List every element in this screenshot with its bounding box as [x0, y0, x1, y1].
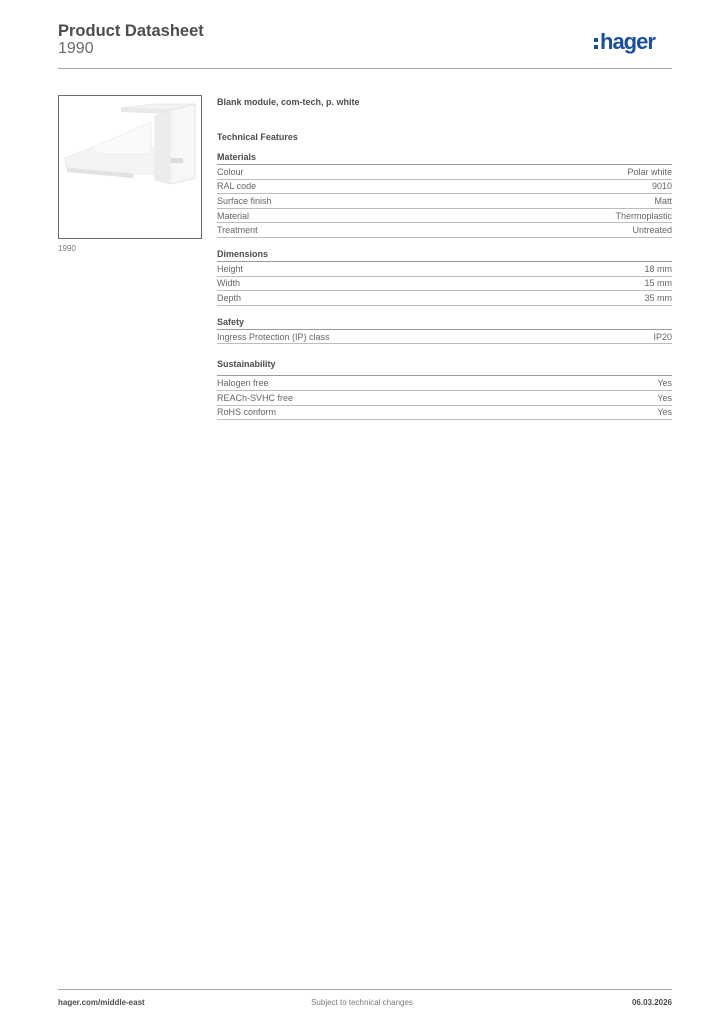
spec-label: Material	[217, 210, 250, 221]
spec-table	[217, 375, 672, 420]
footer-date: 06.03.2026	[631, 998, 672, 1007]
image-caption: 1990	[58, 244, 76, 253]
spec-value: 9010	[651, 181, 672, 192]
section-title: Sustainability	[217, 359, 276, 370]
spec-label: RoHS conform	[217, 407, 277, 418]
header-divider	[58, 68, 672, 69]
spec-value: Polar white	[627, 166, 672, 177]
spec-label: Treatment	[217, 225, 258, 236]
section-title: Materials	[217, 152, 257, 162]
section-dimensions	[217, 248, 672, 306]
table-row	[217, 209, 672, 224]
spec-value: IP20	[653, 331, 672, 342]
spec-label: Ingress Protection (IP) class	[217, 331, 330, 342]
spec-value: Yes	[657, 407, 672, 418]
table-row	[217, 406, 672, 421]
hager-logo-icon	[593, 29, 673, 57]
table-row	[217, 391, 672, 406]
page-title: Product Datasheet	[58, 22, 204, 40]
footer-website-link[interactable]: hager.com/middle-east	[58, 998, 145, 1007]
product-image	[58, 95, 202, 239]
spec-value: 15 mm	[644, 278, 672, 289]
section-title: Dimensions	[217, 248, 269, 259]
footer-divider	[58, 989, 672, 990]
technical-features-heading: Technical Features	[217, 132, 298, 142]
spec-value: Yes	[657, 378, 672, 389]
table-row	[217, 330, 672, 345]
table-row	[217, 223, 672, 238]
spec-label: Surface finish	[217, 195, 272, 206]
logo-wordmark: hager	[600, 29, 655, 54]
section-materials	[217, 151, 672, 238]
spec-value: 35 mm	[644, 292, 672, 303]
spec-table	[217, 329, 672, 345]
blank-module-product-icon	[59, 96, 201, 238]
spec-table	[217, 261, 672, 306]
product-name: Blank module, com-tech, p. white	[217, 97, 360, 107]
hager-logo[interactable]	[593, 29, 673, 57]
table-row	[217, 291, 672, 306]
spec-label: Halogen free	[217, 378, 269, 389]
footer-notice: Subject to technical changes	[311, 998, 413, 1007]
spec-table	[217, 164, 672, 238]
spec-value: Thermoplastic	[615, 210, 672, 221]
table-row	[217, 262, 672, 277]
section-sustainability	[217, 358, 672, 420]
spec-value: Yes	[657, 392, 672, 403]
spec-value: 18 mm	[644, 263, 672, 274]
table-row	[217, 277, 672, 292]
spec-label: Height	[217, 263, 244, 274]
spec-label: Colour	[217, 166, 244, 177]
section-safety	[217, 316, 672, 345]
spec-label: Depth	[217, 292, 242, 303]
spec-value: Matt	[654, 195, 672, 206]
spec-label: REACh-SVHC free	[217, 392, 294, 403]
datasheet-content	[217, 96, 672, 430]
spec-label: RAL code	[217, 181, 257, 192]
spec-value: Untreated	[632, 225, 672, 236]
table-row	[217, 194, 672, 209]
table-row	[217, 180, 672, 195]
section-title: Safety	[217, 316, 245, 327]
page-subtitle: 1990	[58, 40, 94, 57]
table-row	[217, 165, 672, 180]
table-row	[217, 376, 672, 391]
spec-label: Width	[217, 278, 241, 289]
